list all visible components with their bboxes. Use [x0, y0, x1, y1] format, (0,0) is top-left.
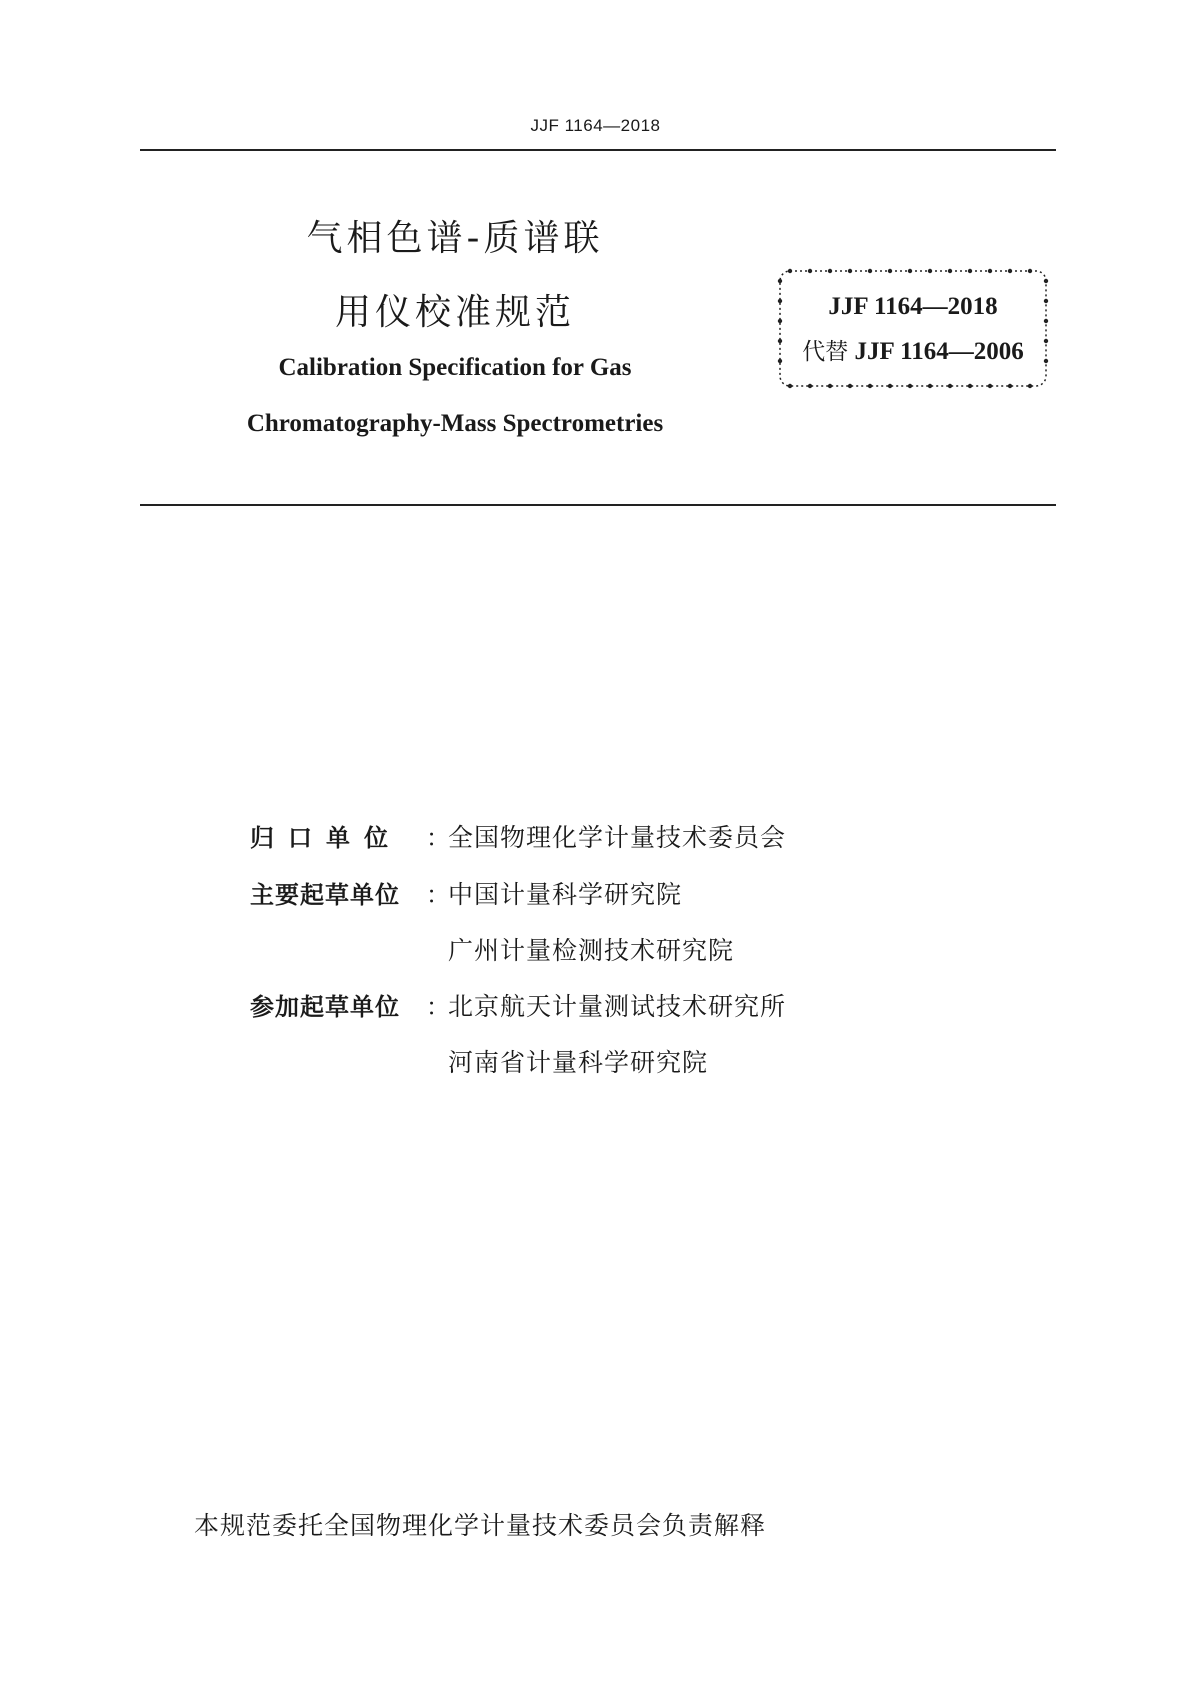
standard-code-box: [776, 267, 1050, 390]
border-dot: [788, 269, 792, 273]
border-dot: [848, 384, 852, 388]
border-dot: [808, 269, 812, 273]
border-dot: [928, 384, 932, 388]
running-header-code: JJF 1164—2018: [530, 116, 661, 135]
replaces-code: JJF 1164—2006: [854, 338, 1024, 365]
border-dot: [948, 269, 952, 273]
border-dot: [888, 269, 892, 273]
participating-drafting-value: 河南省计量科学研究院: [448, 1048, 709, 1077]
interpretation-note: 本规范委托全国物理化学计量技术委员会负责解释: [194, 1511, 767, 1540]
border-dot: [868, 269, 872, 273]
main-drafting-value: 中国计量科学研究院: [448, 880, 683, 909]
replaces-line: [776, 333, 1050, 366]
border-dot: [968, 384, 972, 388]
standard-code: JJF 1164—2018: [828, 293, 998, 320]
label-colon: ：: [426, 881, 450, 909]
border-dot: [808, 384, 812, 388]
participating-drafting-row-2: [250, 1043, 1050, 1083]
border-dot: [1028, 384, 1032, 388]
replaces-label: 代替: [802, 339, 849, 365]
border-dot: [868, 384, 872, 388]
header-rule: [140, 149, 1056, 151]
border-dot: [968, 269, 972, 273]
label-colon: ：: [426, 824, 450, 852]
responsible-unit-label: 归口单位: [250, 824, 402, 852]
title-cn-line2: 用仪校准规范: [334, 292, 575, 333]
border-dot: [1008, 269, 1012, 273]
border-dot: [988, 269, 992, 273]
border-dot: [988, 384, 992, 388]
section-rule: [140, 504, 1056, 506]
border-dot: [908, 384, 912, 388]
border-dot: [1008, 384, 1012, 388]
border-dot: [928, 269, 932, 273]
border-dot: [848, 269, 852, 273]
border-dot: [778, 279, 782, 283]
title-en-line2: Chromatography-Mass Spectrometries: [246, 410, 664, 437]
border-dot: [1044, 279, 1048, 283]
main-drafting-value: 广州计量检测技术研究院: [448, 936, 735, 965]
title-en-line1: Calibration Specification for Gas: [278, 354, 632, 381]
participating-drafting-row: [250, 987, 1050, 1027]
label-colon: ：: [426, 993, 450, 1021]
border-dot: [908, 269, 912, 273]
title-cn-line1: 气相色谱-质谱联: [306, 218, 604, 259]
border-dot: [828, 269, 832, 273]
decorative-border: [776, 267, 1050, 390]
border-dot: [788, 384, 792, 388]
border-dot: [948, 384, 952, 388]
border-dot: [888, 384, 892, 388]
main-drafting-label: 主要起草单位: [250, 881, 400, 909]
responsible-unit-row: [250, 818, 1050, 858]
responsible-unit-value: 全国物理化学计量技术委员会: [448, 823, 787, 852]
main-drafting-row-2: [250, 931, 1050, 971]
border-dot: [828, 384, 832, 388]
border-dot: [1028, 269, 1032, 273]
participating-drafting-label: 参加起草单位: [250, 993, 400, 1021]
participating-drafting-value: 北京航天计量测试技术研究所: [448, 992, 787, 1021]
main-drafting-row: [250, 875, 1050, 915]
